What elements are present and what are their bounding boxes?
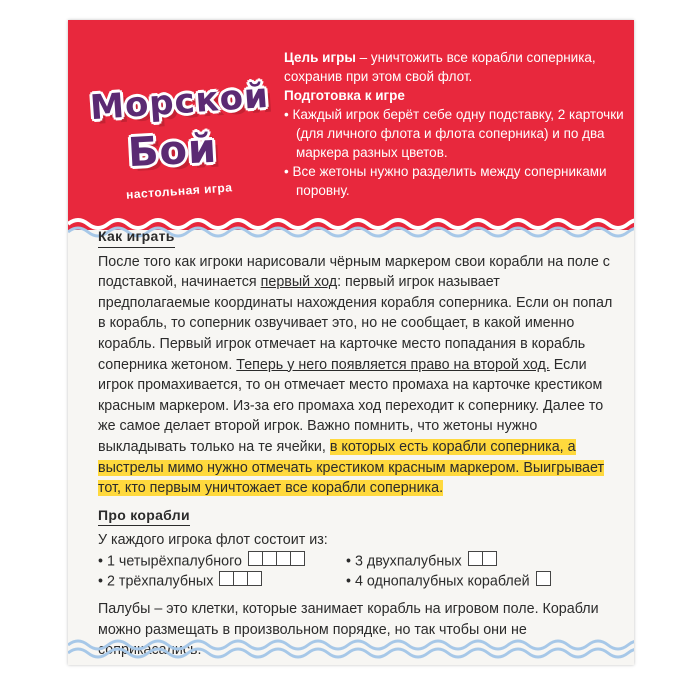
fleet-label: • 2 трёхпалубных [98,573,214,590]
how-text-2: : первый игрок называет предполагаемые координаты нахождения корабля соперника. Если он попал в корабль, то соперник озвучивает это, но не сообщает, в какой именно корабль. Первый игрок отмечает на карточке место попадания в корабль соперника жетоном. [98,274,613,373]
how-text-3: Если игрок промахивается, то он отмечает место промаха на карточке крестиком красным маркером. Из-за его промаха ход переходит к сопернику. Далее то же самое делает второй игрок. Важно помнить, что жетоны нужно выкладывать только на те ячейки, [98,356,604,455]
goal-title: Цель игры [284,50,356,65]
goal-paragraph [284,48,626,86]
header-band [68,20,634,230]
logo-subtitle: настольная игра [125,180,233,202]
logo-title-line-1: Морской [88,75,271,129]
how-to-play-text [98,252,613,499]
ship-cells [248,551,304,573]
fleet-item [346,571,550,593]
ship-deck-cell [290,551,305,566]
bottom-wave-decoration [68,637,634,659]
ships-intro: У каждого игрока флот состоит из: [98,532,328,549]
ship-deck-cell [482,551,497,566]
second-move-underlined: Теперь у него появляется право на второй ход. [236,356,550,373]
ship-cells [468,551,496,573]
fleet-item [98,571,261,593]
ship-deck-cell [262,551,277,566]
fleet-item [98,551,304,573]
ship-deck-cell [247,571,262,586]
prep-bullet-1: • Каждый игрок берёт себе одну подставку, 2 карточки (для личного флота и флота соперника) и по два маркера разных цветов. [284,107,624,160]
fleet-label: • 3 двухпалубных [346,553,462,570]
ship-deck-cell [468,551,483,566]
fleet-label: • 1 четырёхпалубного [98,553,242,570]
fleet-item [346,551,496,573]
prep-title: Подготовка к игре [284,88,405,103]
ship-cells [536,571,550,593]
goal-and-prep [284,48,626,200]
ships-outro: Палубы – это клетки, которые занимает корабль на игровом поле. Корабли можно размещать в произвольном порядке, но так чтобы они не соприкасались. [98,600,599,659]
ship-deck-cell [536,571,551,586]
rules-body [98,226,613,661]
ship-deck-cell [276,551,291,566]
ship-deck-cell [248,551,263,566]
ship-cells [219,571,261,593]
how-text-1: После того как игроки нарисовали чёрным маркером свои корабли на поле с подставкой, начинается [98,253,610,291]
fleet-label: • 4 однопалубных кораблей [346,573,530,590]
highlighted-rule: в которых есть корабли соперника, а выстрелы мимо нужно отмечать крестиком красным маркером. Выигрывает тот, кто первым уничтожает все корабли соперника. [98,438,604,497]
goal-text: – уничтожить все корабли соперника, сохранив при этом свой флот. [284,50,596,84]
fleet-list [98,551,613,593]
first-move-underlined: первый ход [260,274,338,291]
rules-card [68,20,634,665]
logo-title-line-2: Бой [126,125,219,177]
about-ships-title: Про корабли [98,505,190,527]
prep-bullet-2: • Все жетоны нужно разделить между соперниками поровну. [284,164,607,198]
how-to-play-title: Как играть [98,226,175,248]
ship-deck-cell [233,571,248,586]
game-logo [88,75,280,232]
ship-deck-cell [219,571,234,586]
